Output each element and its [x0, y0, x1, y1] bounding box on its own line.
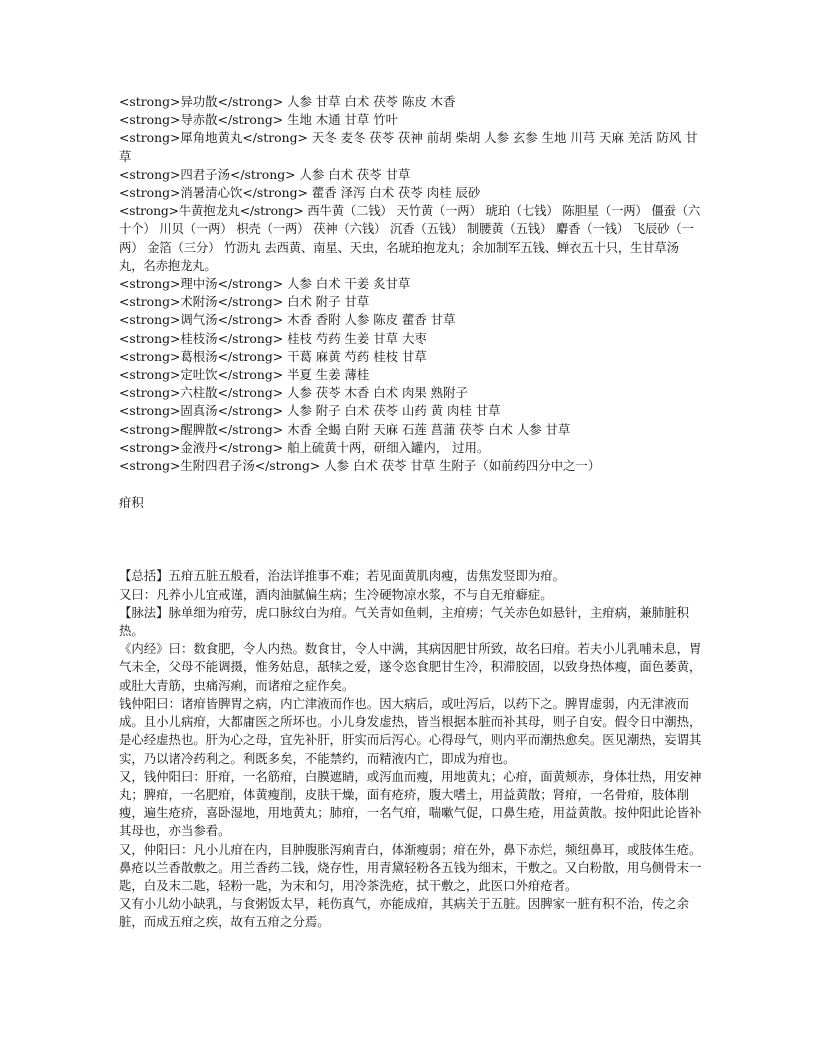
document-page	[119, 93, 703, 932]
paragraph: 【脉法】脉单细为疳劳，虎口脉纹白为疳。气关青如鱼刺，主疳痨；气关赤色如悬针，主疳病，兼肺脏积热。	[119, 604, 689, 639]
formula-line: <strong>六柱散</strong> 人参 茯苓 木香 白术 肉果 熟附子	[119, 385, 468, 401]
paragraph: 《内经》曰：数食肥，令人内热。数食甘，令人中满，其病因肥甘所致，故名曰疳。若夫小儿乳哺未息，胃气未全，父母不能调摄，惟务姑息，舐犊之爱，遂令恣食肥甘生冷，积滞胶固，以致身热体瘦，面色萎黄，或肚大青筋，虫痛泻痢，而诸疳之症作矣。	[119, 641, 702, 693]
formula-line: <strong>固真汤</strong> 人参 附子 白术 茯苓 山药 黄 肉桂 甘草	[119, 403, 501, 419]
formula-line: <strong>异功散</strong> 人参 甘草 白术 茯苓 陈皮 木香	[119, 94, 456, 109]
formula-line: <strong>理中汤</strong> 人参 白术 干姜 炙甘草	[119, 276, 411, 292]
formula-line: <strong>金液丹</strong> 舶上硫黄十两，研细入罐内， 过用。	[119, 439, 490, 455]
formula-line: <strong>牛黄抱龙丸</strong> 西牛黄（二钱） 天竹黄（一两） 琥珀（七钱） 陈胆星（一两） 僵蚕（六十个） 川贝（一两） 枳壳（一两） 茯神（六钱） 沉香（五钱） 制腰黄（五钱） 麝香（一钱） 飞辰砂（一两） 金箔（三分） 竹沥丸 去西黄、南星、天虫，名琥珀抱龙丸；余加制军五钱、蝉衣五十只，生甘草汤丸，名赤抱龙丸。	[119, 203, 701, 273]
paragraph: 又曰：凡养小儿宜戒谨，酒肉油腻偏生病；生冷硬物凉水浆，不与自无疳癖症。	[119, 586, 553, 602]
paragraph: 【总括】五疳五脏五般看，治法详推事不难；若见面黄肌肉瘦，齿焦发竖即为疳。	[119, 568, 566, 584]
formula-line: <strong>术附汤</strong> 白术 附子 甘草	[119, 294, 370, 310]
formula-line: <strong>桂枝汤</strong> 桂枝 芍药 生姜 甘草 大枣	[119, 330, 427, 346]
formula-line: <strong>定吐饮</strong> 半夏 生姜 薄桂	[119, 367, 370, 383]
paragraph: 又有小儿幼小缺乳，与食粥饭太早，耗伤真气，亦能成疳，其病关于五脏。因脾家一脏有积不治，传之余脏，而成五疳之疾，故有五疳之分焉。	[119, 896, 689, 930]
formula-line: <strong>导赤散</strong> 生地 木通 甘草 竹叶	[119, 112, 399, 128]
spacer	[119, 512, 703, 567]
formula-line: <strong>生附四君子汤</strong> 人参 白术 茯苓 甘草 生附子（如前药四分中之一）	[119, 458, 601, 474]
formula-line: <strong>葛根汤</strong> 干葛 麻黄 芍药 桂枝 甘草	[119, 348, 427, 364]
section-title: 疳积	[119, 495, 144, 511]
formula-line: <strong>四君子汤</strong> 人参 白术 茯苓 甘草	[119, 166, 411, 182]
formula-line: <strong>醒脾散</strong> 木香 全蝎 白附 天麻 石莲 菖蒲 茯苓 白术 人参 甘草	[119, 421, 571, 437]
paragraph: 钱仲阳曰：诸疳皆脾胃之病，内亡津液而作也。因大病后，或吐泻后，以药下之。脾胃虚弱，内无津液而成。且小儿病疳，大都庸医之所坏也。小儿身发虚热，皆当根据本脏而补其母，则子自安。假令日中潮热，是心经虚热也。肝为心之母，宜先补肝，肝实而后泻心。心得母气，则内平而潮热愈矣。医见潮热，妄谓其实，乃以诸冷药利之。利既多矣，不能禁约，而精液内亡，即成为疳也。	[119, 695, 702, 766]
formula-line: <strong>消暑清心饮</strong> 藿香 泽泻 白术 茯苓 肉桂 辰砂	[119, 185, 481, 201]
formula-line: <strong>调气汤</strong> 木香 香附 人参 陈皮 藿香 甘草	[119, 312, 456, 328]
paragraph: 又，仲阳曰：凡小儿疳在内，目肿腹胀泻痢青白，体渐瘦弱；疳在外，鼻下赤烂，频纽鼻耳，或肢体生疮。鼻疮以兰香散敷之。用兰香药二钱，烧存性，用青黛轻粉各五钱为细末，干敷之。又白粉散，用乌侧骨末一匙，白及末二匙，轻粉一匙，为末和匀，用冷茶洗疮，拭干敷之，此医口外疳疮者。	[119, 841, 702, 893]
paragraph: 又，钱仲阳曰：肝疳，一名筋疳，白膜遮睛，或泻血而瘦，用地黄丸；心疳，面黄颊赤，身体壮热，用安神丸；脾疳，一名肥疳，体黄瘦削，皮肤干燥，面有疮疥，腹大嗜土，用益黄散；肾疳，一名骨疳，肢体削瘦，遍生疮疥，喜卧湿地，用地黄丸；肺疳，一名气疳，喘嗽气促，口鼻生疮，用益黄散。按仲阳此论皆补其母也，亦当参看。	[119, 768, 702, 839]
formula-line: <strong>犀角地黄丸</strong> 天冬 麦冬 茯苓 茯神 前胡 柴胡 人参 玄参 生地 川芎 天麻 羌活 防风 甘草	[119, 130, 698, 164]
